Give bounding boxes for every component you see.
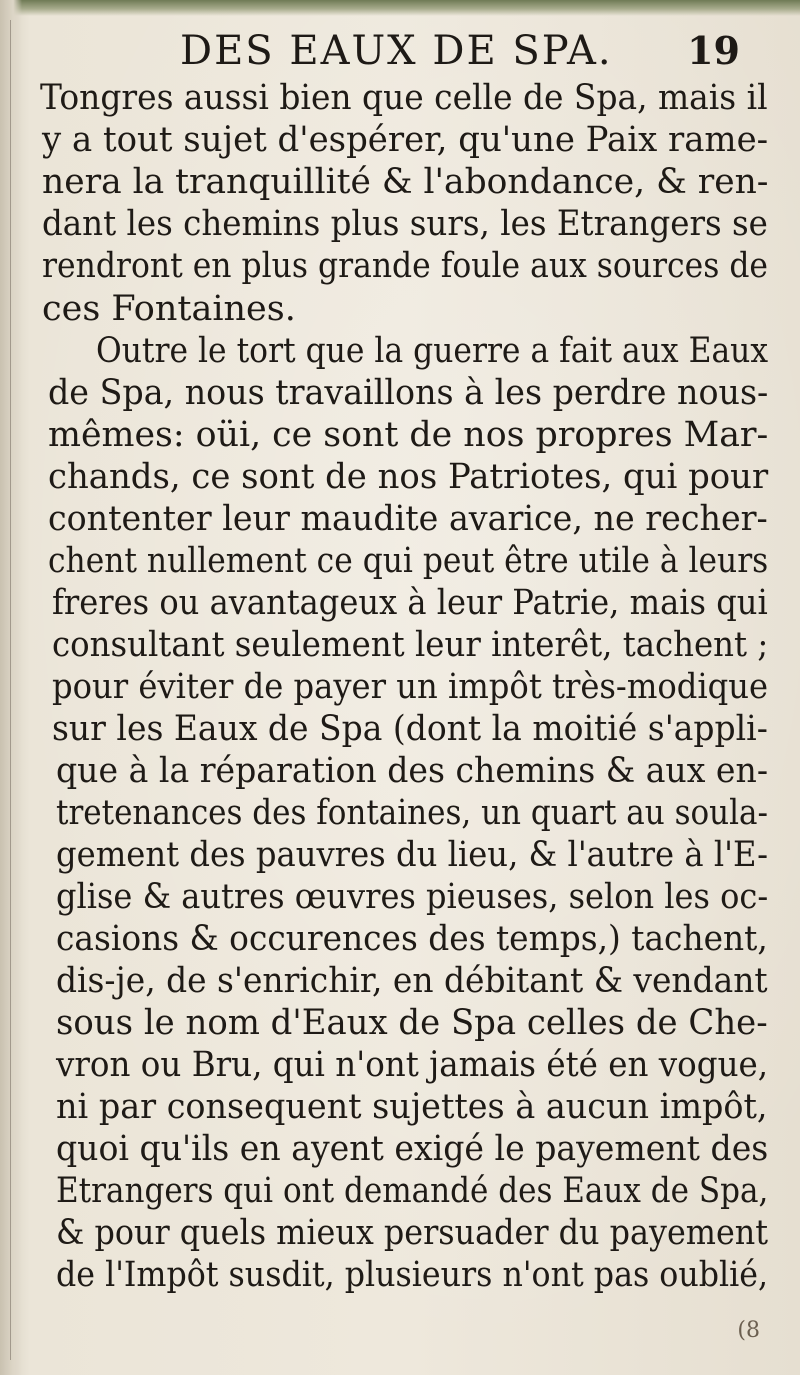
text-line: & pour quels mieux persuader du payement [56, 1213, 769, 1253]
text-line: casions & occurences des temps,) tachent, [56, 919, 768, 959]
text-line: chent nullement ce qui peut être utile à leurs [48, 541, 769, 581]
text-line: consultant seulement leur interêt, tachent ; [52, 625, 769, 665]
text-line: de Spa, nous travaillons à les perdre nous- [48, 373, 769, 413]
text-line: contenter leur maudite avarice, ne recher- [48, 499, 768, 539]
running-head: DES EAUX DE SPA. [180, 28, 613, 74]
catchword: (8 [737, 1318, 760, 1343]
text-line: y a tout sujet d'espérer, qu'une Paix rame- [42, 120, 769, 160]
text-line: nera la tranquillité & l'abondance, & ren- [42, 162, 769, 202]
page-header [180, 28, 740, 74]
text-line: chands, ce sont de nos Patriotes, qui pour [48, 457, 769, 497]
page-top-edge [0, 0, 800, 16]
text-line: pour éviter de payer un impôt très-modique [52, 667, 769, 707]
page-number: 19 [687, 28, 740, 73]
text-line: ces Fontaines. [42, 289, 296, 329]
text-line: que à la réparation des chemins & aux en- [56, 751, 769, 791]
text-line: rendront en plus grande foule aux sources de [42, 246, 769, 286]
text-line: Outre le tort que la guerre a fait aux Eaux [96, 331, 769, 371]
text-line: freres ou avantageux à leur Patrie, mais qui [52, 583, 768, 623]
page-gutter [0, 0, 22, 1375]
text-line: de l'Impôt susdit, plusieurs n'ont pas oublié, [56, 1255, 769, 1295]
text-line: tretenances des fontaines, un quart au soula- [56, 793, 768, 833]
text-line: dis-je, de s'enrichir, en débitant & vendant [56, 961, 768, 1001]
text-line: glise & autres œuvres pieuses, selon les oc- [56, 877, 769, 917]
text-line: vron ou Bru, qui n'ont jamais été en vogue, [56, 1045, 769, 1085]
text-line: sous le nom d'Eaux de Spa celles de Che- [56, 1003, 768, 1043]
text-line: quoi qu'ils en ayent exigé le payement des [56, 1129, 769, 1169]
text-line: Etrangers qui ont demandé des Eaux de Spa, [56, 1171, 769, 1211]
text-line: Tongres aussi bien que celle de Spa, mais il [40, 78, 768, 118]
text-line: sur les Eaux de Spa (dont la moitié s'appli- [52, 709, 768, 749]
text-line: mêmes: oüi, ce sont de nos propres Mar- [48, 415, 769, 455]
text-line: ni par consequent sujettes à aucun impôt, [56, 1087, 768, 1127]
text-line: dant les chemins plus surs, les Etrangers se [42, 204, 768, 244]
text-line: gement des pauvres du lieu, & l'autre à l'E- [56, 835, 769, 875]
gutter-rule [10, 20, 11, 1360]
